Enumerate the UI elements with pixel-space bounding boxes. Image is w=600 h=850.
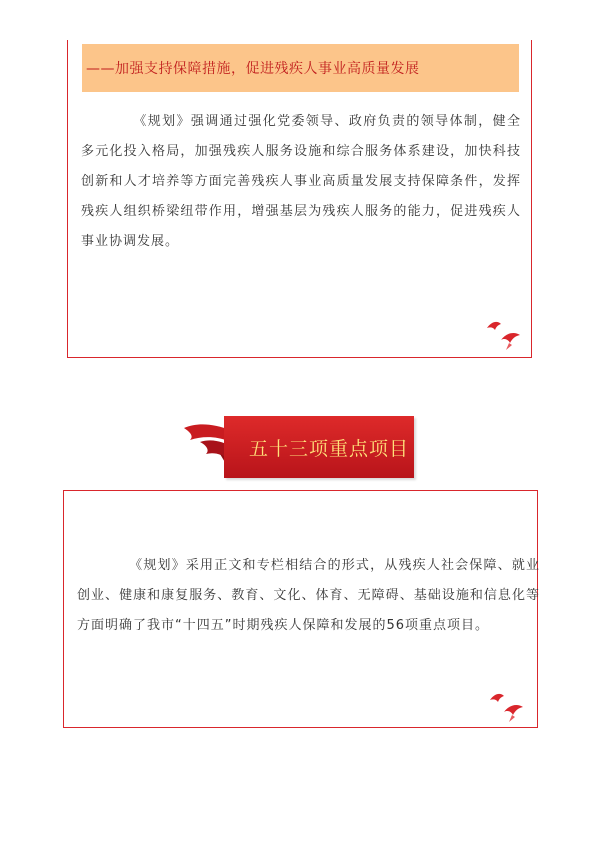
section-subheading-bar bbox=[82, 44, 519, 92]
flying-birds-icon bbox=[483, 318, 523, 352]
key-projects-text: 《规划》采用正文和专栏相结合的形式，从残疾人社会保障、就业创业、健康和康复服务、教育、文化、体育、无障碍、基础设施和信息化等方面明确了我市“十四五”时期残疾人保障和发展的56项重点项目。 bbox=[77, 558, 540, 633]
banner-title: 五十三项重点项目 bbox=[248, 437, 409, 460]
section-banner bbox=[180, 414, 420, 482]
banner-title-box bbox=[224, 416, 414, 478]
support-measures-paragraph bbox=[81, 107, 521, 257]
section-subheading: ——加强支持保障措施，促进残疾人事业高质量发展 bbox=[86, 61, 420, 77]
flying-birds-icon bbox=[486, 690, 526, 724]
key-projects-paragraph bbox=[77, 551, 540, 641]
support-measures-text: 《规划》强调通过强化党委领导、政府负责的领导体制，健全多元化投入格局，加强残疾人服务设施和综合服务体系建设，加快科技创新和人才培养等方面完善残疾人事业高质量发展支持保障条件，发挥残疾人组织桥梁纽带作用，增强基层为残疾人服务的能力，促进残疾人事业协调发展。 bbox=[81, 114, 521, 249]
